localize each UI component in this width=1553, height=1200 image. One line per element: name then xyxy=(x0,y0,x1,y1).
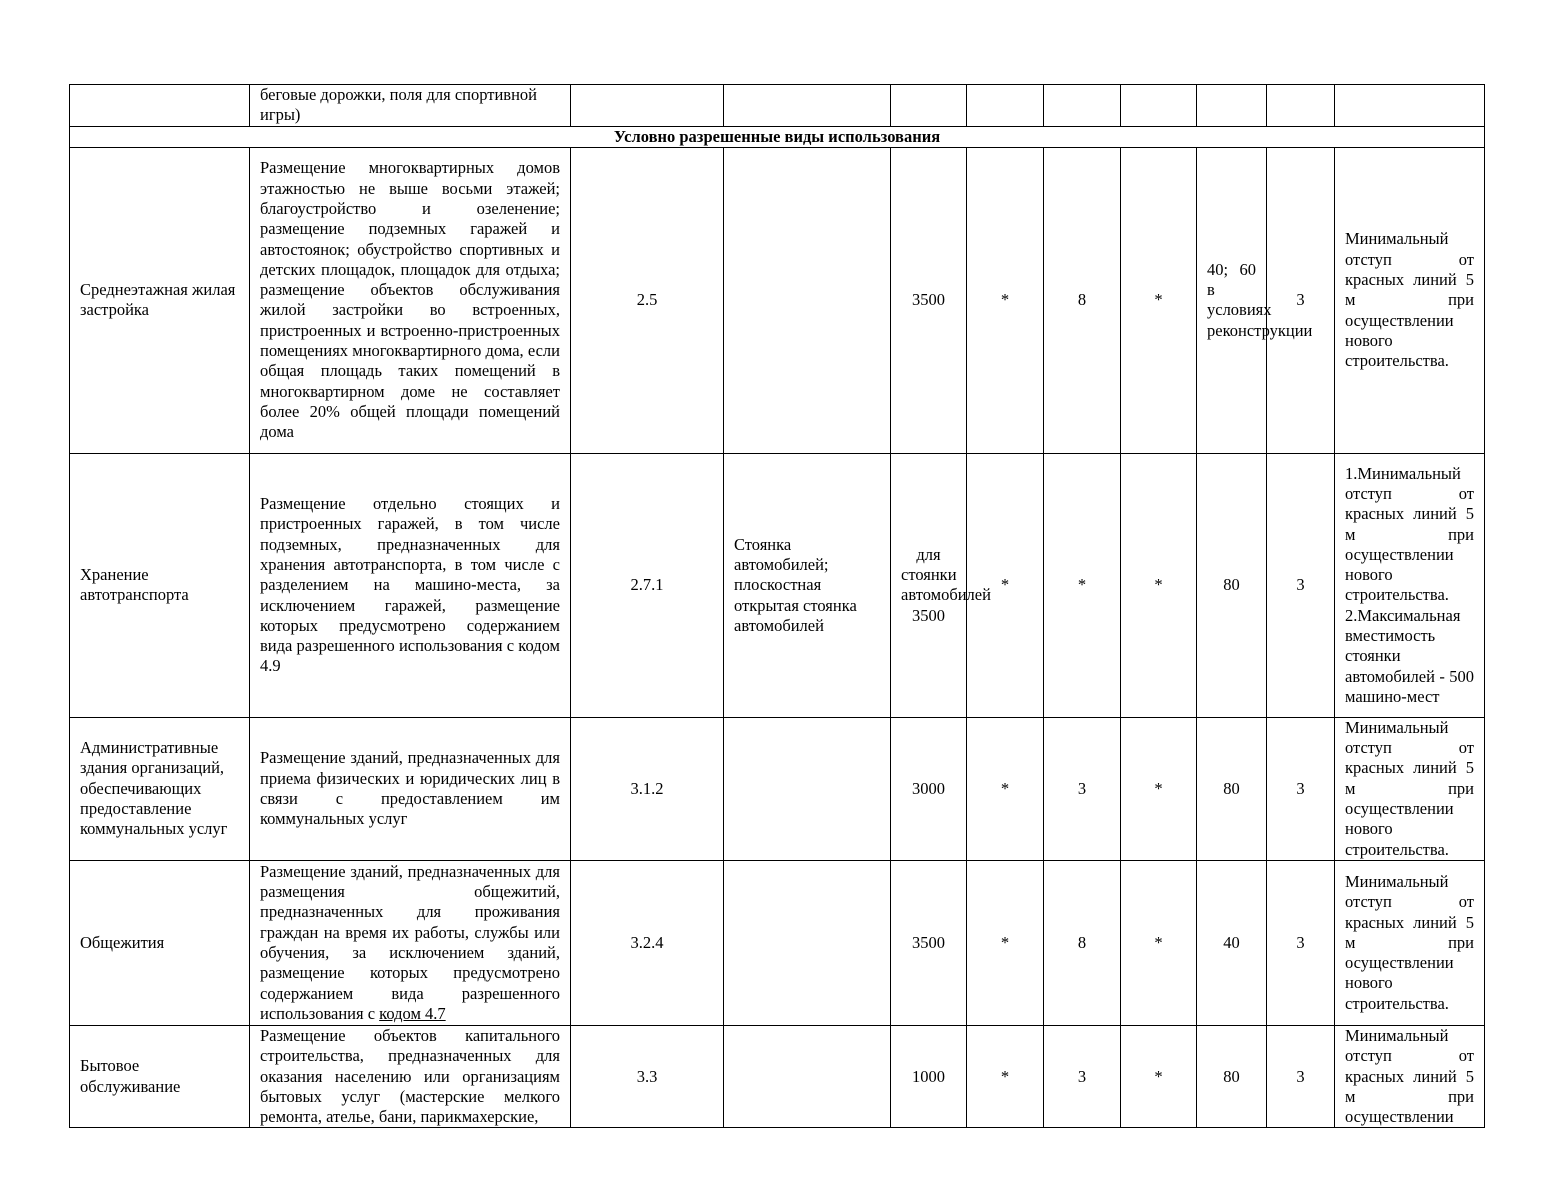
cell-coverage: 40; 60 в условиях реконструкции xyxy=(1197,147,1267,453)
cell-setback: 3 xyxy=(1267,717,1335,860)
cell-coverage: 40 xyxy=(1197,860,1267,1025)
cell-setback: 3 xyxy=(1267,860,1335,1025)
cell-floors: * xyxy=(1044,453,1121,717)
cell-floors: 3 xyxy=(1044,717,1121,860)
cell-description: беговые дорожки, поля для спортивной игры) xyxy=(250,85,571,127)
cell-coverage: 80 xyxy=(1197,717,1267,860)
cell-min-area: 3000 xyxy=(891,717,967,860)
cell-height: * xyxy=(1121,717,1197,860)
cell-floors: 8 xyxy=(1044,147,1121,453)
regulations-table xyxy=(69,84,1485,1128)
cell-setback: 3 xyxy=(1267,147,1335,453)
cell-description xyxy=(250,860,571,1025)
cell-auxiliary xyxy=(724,717,891,860)
table-row xyxy=(70,1025,1485,1127)
cell-max-area: * xyxy=(967,453,1044,717)
cell-coverage: 80 xyxy=(1197,453,1267,717)
cell-floors: 8 xyxy=(1044,860,1121,1025)
table-row-continuation xyxy=(70,85,1485,127)
cell-height: * xyxy=(1121,860,1197,1025)
section-header-row xyxy=(70,126,1485,147)
cell-height: * xyxy=(1121,147,1197,453)
cell-description: Размещение многоквартирных домов этажностью не выше восьми этажей; благоустройство и озеленение; размещение подземных гаражей и автостоянок; обустройство спортивных и детских площадок, площадок для отдыха; размещение объектов обслуживания жилой застройки во встроенных, пристроенных и встроенно-пристроенных помещениях многоквартирного дома, если общая площадь таких помещений в многоквартирном доме не составляет более 20% общей площади помещений дома xyxy=(250,147,571,453)
cell-notes: Минимальный отступ от красных линий 5 м при осуществлении нового строительства. xyxy=(1335,860,1485,1025)
table-row xyxy=(70,717,1485,860)
cell-min-area: 1000 xyxy=(891,1025,967,1127)
cell-max-area: * xyxy=(967,147,1044,453)
cell-name: Бытовое обслуживание xyxy=(70,1025,250,1127)
cell-notes: 1.Минимальный отступ от красных линий 5 м при осуществлении нового строительства. 2.Максимальная вместимость стоянки автомобилей - 500 машино-мест xyxy=(1335,453,1485,717)
table-row xyxy=(70,147,1485,453)
cell-code: 3.2.4 xyxy=(571,860,724,1025)
cell-setback: 3 xyxy=(1267,1025,1335,1127)
table-row xyxy=(70,453,1485,717)
cell-min-area: для стоянки автомобилей 3500 xyxy=(891,453,967,717)
section-header: Условно разрешенные виды использования xyxy=(70,126,1485,147)
cell-max-area: * xyxy=(967,717,1044,860)
cell-notes: Минимальный отступ от красных линий 5 м при осуществлении xyxy=(1335,1025,1485,1127)
cell-height: * xyxy=(1121,453,1197,717)
cell-auxiliary xyxy=(724,147,891,453)
code-link[interactable]: кодом 4.7 xyxy=(379,1003,446,1023)
cell-auxiliary xyxy=(724,1025,891,1127)
cell-auxiliary: Стоянка автомобилей; плоскостная открытая стоянка автомобилей xyxy=(724,453,891,717)
cell-min-area: 3500 xyxy=(891,147,967,453)
cell-max-area: * xyxy=(967,1025,1044,1127)
cell-description: Размещение отдельно стоящих и пристроенных гаражей, в том числе подземных, предназначенных для хранения автотранспорта, в том числе с разделением на машино-места, за исключением гаражей, размещение которых предусмотрено содержанием вида разрешенного использования с кодом 4.9 xyxy=(250,453,571,717)
cell-min-area: 3500 xyxy=(891,860,967,1025)
cell-notes: Минимальный отступ от красных линий 5 м при осуществлении нового строительства. xyxy=(1335,147,1485,453)
cell-name: Среднеэтажная жилая застройка xyxy=(70,147,250,453)
cell-notes: Минимальный отступ от красных линий 5 м при осуществлении нового строительства. xyxy=(1335,717,1485,860)
cell-code: 3.1.2 xyxy=(571,717,724,860)
cell-code: 2.5 xyxy=(571,147,724,453)
cell-name: Административные здания организаций, обеспечивающих предоставление коммунальных услуг xyxy=(70,717,250,860)
cell-description: Размещение зданий, предназначенных для приема физических и юридических лиц в связи с предоставлением им коммунальных услуг xyxy=(250,717,571,860)
cell-name: Хранение автотранспорта xyxy=(70,453,250,717)
description-text: Размещение зданий, предназначенных для размещения общежитий, предназначенных для проживания граждан на время их работы, службы или обучения, за исключением зданий, размещение которых предусмотрено содержанием вида разрешенного использования с xyxy=(260,861,560,1023)
cell-floors: 3 xyxy=(1044,1025,1121,1127)
cell-code: 3.3 xyxy=(571,1025,724,1127)
cell-setback: 3 xyxy=(1267,453,1335,717)
cell-max-area: * xyxy=(967,860,1044,1025)
table-row xyxy=(70,860,1485,1025)
cell-height: * xyxy=(1121,1025,1197,1127)
cell-coverage: 80 xyxy=(1197,1025,1267,1127)
cell-code: 2.7.1 xyxy=(571,453,724,717)
cell-name xyxy=(70,85,250,127)
cell-description: Размещение объектов капитального строительства, предназначенных для оказания населению или организациям бытовых услуг (мастерские мелкого ремонта, ателье, бани, парикмахерские, xyxy=(250,1025,571,1127)
cell-name: Общежития xyxy=(70,860,250,1025)
cell-auxiliary xyxy=(724,860,891,1025)
